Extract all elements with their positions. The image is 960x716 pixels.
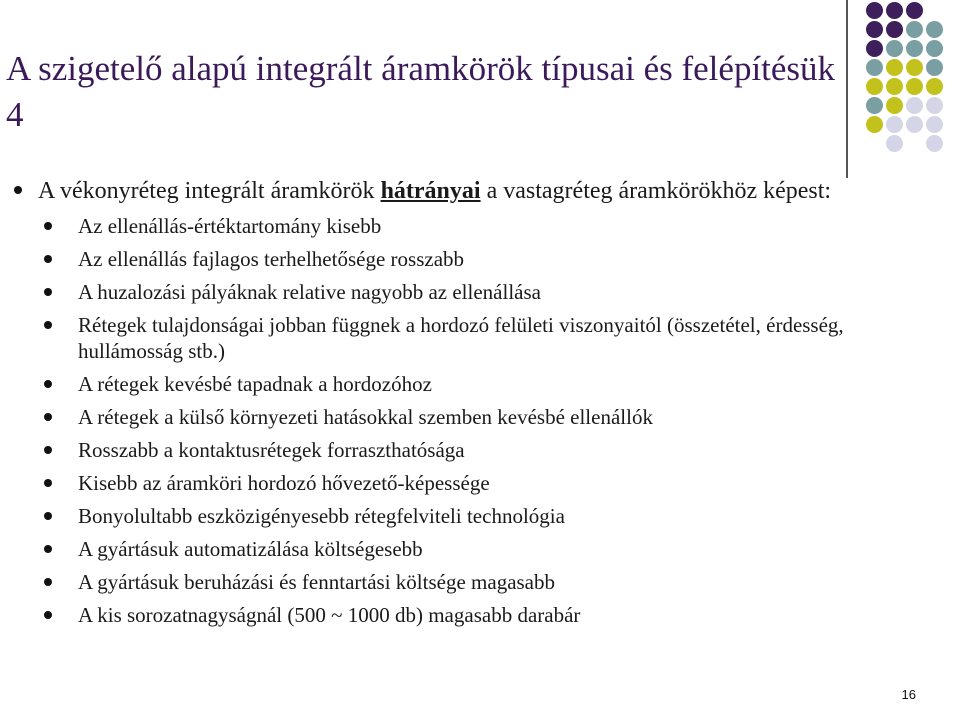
- decorative-dot: [906, 2, 923, 19]
- decorative-dot: [926, 116, 943, 133]
- bullet-icon: [44, 288, 52, 296]
- bullet-icon: [14, 186, 22, 194]
- list-item-text: A rétegek kevésbé tapadnak a hordozóhoz: [78, 372, 432, 396]
- list-item: [0, 404, 900, 430]
- decorative-dot: [866, 2, 883, 19]
- list-item-text: A kis sorozatnagyságnál (500 ~ 1000 db) magasabb darabár: [78, 603, 581, 627]
- bullet-icon: [44, 446, 52, 454]
- list-item: [0, 213, 900, 239]
- main-point-text: [38, 176, 900, 206]
- decorative-dot: [886, 135, 903, 152]
- bullet-icon: [44, 479, 52, 487]
- decorative-dot: [886, 40, 903, 57]
- list-item-text: Az ellenállás-értéktartomány kisebb: [78, 214, 382, 238]
- list-item-text: Bonyolultabb eszközigényesebb rétegfelviteli technológia: [78, 504, 565, 528]
- list-item-text: Az ellenállás fajlagos terhelhetősége rosszabb: [78, 247, 465, 271]
- decorative-dot-grid: [860, 0, 960, 160]
- list-item-text: Kisebb az áramköri hordozó hővezető-képessége: [78, 471, 490, 495]
- list-item-text: Rétegek tulajdonságai jobban függnek a hordozó felületi viszonyaitól (összetétel, érdesség, hullámosság stb.): [78, 313, 844, 363]
- decorative-dot: [926, 21, 943, 38]
- decorative-dot: [906, 40, 923, 57]
- list-item-text: A rétegek a külső környezeti hatásokkal szemben kevésbé ellenállók: [78, 405, 653, 429]
- list-item-text: A gyártásuk beruházási és fenntartási költsége magasabb: [78, 570, 556, 594]
- bullet-icon: [44, 321, 52, 329]
- decorative-dot: [926, 135, 943, 152]
- decorative-dot: [886, 97, 903, 114]
- decorative-dot: [866, 21, 883, 38]
- decorative-dot: [926, 97, 943, 114]
- list-item: [0, 602, 900, 628]
- decorative-dot: [866, 59, 883, 76]
- page-number: 16: [901, 687, 916, 702]
- decorative-divider: [846, 0, 848, 178]
- decorative-dot: [886, 78, 903, 95]
- decorative-dot: [906, 21, 923, 38]
- decorative-dot: [886, 59, 903, 76]
- decorative-dot: [886, 2, 903, 19]
- list-item: [0, 470, 900, 496]
- decorative-dot: [906, 97, 923, 114]
- sub-point-list: [0, 213, 900, 628]
- decorative-dot: [906, 116, 923, 133]
- bullet-icon: [44, 380, 52, 388]
- intro-text-after: a vastagréteg áramkörökhöz képest:: [480, 178, 832, 204]
- list-item-text: Rosszabb a kontaktusrétegek forraszthatósága: [78, 438, 465, 462]
- slide-body: [0, 176, 900, 628]
- decorative-dot: [906, 78, 923, 95]
- list-item: [0, 312, 878, 364]
- bullet-icon: [44, 222, 52, 230]
- bullet-icon: [44, 413, 52, 421]
- intro-emphasis: hátrányai: [380, 178, 481, 204]
- list-item: [0, 371, 900, 397]
- list-item: [0, 536, 900, 562]
- decorative-dot: [886, 21, 903, 38]
- decorative-dot: [926, 59, 943, 76]
- list-item: [0, 246, 900, 272]
- decorative-dot: [906, 59, 923, 76]
- intro-text-before: A vékonyréteg integrált áramkörök: [38, 178, 381, 204]
- bullet-icon: [44, 255, 52, 263]
- slide-title: A szigetelő alapú integrált áramkörök típusai és felépítésük 4: [6, 49, 836, 134]
- decorative-dot: [926, 40, 943, 57]
- decorative-dot: [866, 97, 883, 114]
- decorative-dot: [866, 40, 883, 57]
- list-item-text: A gyártásuk automatizálása költségesebb: [78, 537, 423, 561]
- decorative-dot: [886, 116, 903, 133]
- list-item: [0, 437, 900, 463]
- bullet-icon: [44, 512, 52, 520]
- bullet-icon: [44, 578, 52, 586]
- decorative-dot: [866, 78, 883, 95]
- list-item: [0, 503, 900, 529]
- decorative-dot: [866, 116, 883, 133]
- main-point: [0, 176, 900, 206]
- list-item-text: A huzalozási pályáknak relative nagyobb az ellenállása: [78, 280, 541, 304]
- list-item: [0, 279, 900, 305]
- decorative-dot: [926, 78, 943, 95]
- list-item: [0, 569, 900, 595]
- bullet-icon: [44, 611, 52, 619]
- bullet-icon: [44, 545, 52, 553]
